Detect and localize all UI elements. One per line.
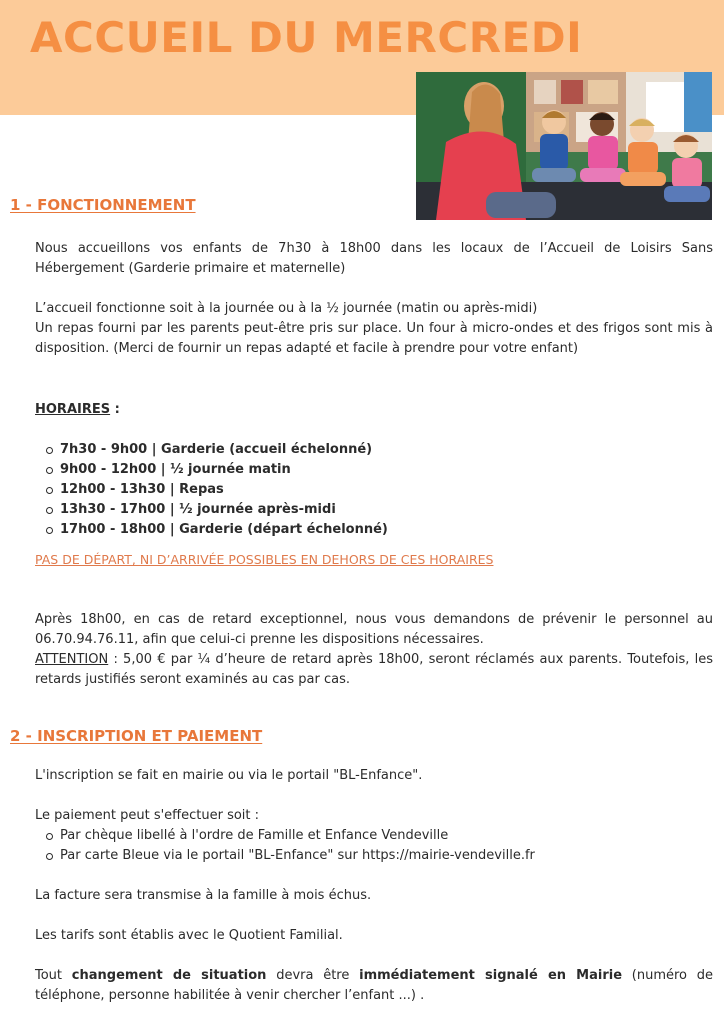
paiement-intro: Le paiement peut s'effectuer soit : bbox=[35, 808, 260, 823]
horaires-label: HORAIRES bbox=[35, 402, 111, 417]
changement-paragraph: Tout changement de situation devra être immédiatement signalé en Mairie (numéro de téléphone, personne habilitée à venir chercher l’enfant ...) . bbox=[35, 968, 714, 1003]
schedule-item: 9h00 - 12h00 | ½ journée matin bbox=[35, 460, 388, 480]
accueil-paragraph: L’accueil fonctionne soit à la journée ou à la ½ journée (matin ou après-midi) bbox=[35, 301, 538, 316]
payment-list bbox=[35, 826, 535, 866]
inscription-paragraph: L'inscription se fait en mairie ou via le portail "BL-Enfance". bbox=[35, 768, 423, 783]
schedule-item: 12h00 - 13h30 | Repas bbox=[35, 480, 388, 500]
repas-paragraph: Un repas fourni par les parents peut-être pris sur place. Un four à micro-ondes et des frigos sont mis à disposition. (Merci de fournir un repas adapté et facile à prendre pour votre enfant) bbox=[35, 321, 713, 356]
attention-paragraph bbox=[35, 650, 713, 690]
circle-bullet-icon bbox=[46, 833, 53, 840]
horaires-heading bbox=[35, 400, 120, 420]
schedule-item: 17h00 - 18h00 | Garderie (départ échelonné) bbox=[35, 520, 388, 540]
schedule-item: 7h30 - 9h00 | Garderie (accueil échelonné) bbox=[35, 440, 388, 460]
circle-bullet-icon bbox=[46, 487, 53, 494]
page-title: ACCUEIL DU MERCREDI bbox=[30, 13, 583, 62]
changement-bold: changement de situation bbox=[71, 968, 267, 983]
facture-paragraph: La facture sera transmise à la famille à mois échus. bbox=[35, 888, 372, 903]
attention-text: : 5,00 € par ¼ d’heure de retard après 18h00, seront réclamés aux parents. Toutefois, les retards justifiés seront examinés au cas par cas. bbox=[35, 652, 713, 687]
circle-bullet-icon bbox=[46, 507, 53, 514]
section-title-inscription: 2 - INSCRIPTION ET PAIEMENT bbox=[10, 727, 263, 745]
attention-label: ATTENTION bbox=[35, 652, 109, 667]
section-title-fonctionnement: 1 - FONCTIONNEMENT bbox=[10, 196, 196, 214]
horaires-colon: : bbox=[110, 402, 120, 417]
horaires-warning: PAS DE DÉPART, NI D’ARRIVÉE POSSIBLES EN DEHORS DE CES HORAIRES bbox=[35, 552, 494, 567]
payment-item: Par chèque libellé à l'ordre de Famille et Enfance Vendeville bbox=[35, 826, 535, 846]
circle-bullet-icon bbox=[46, 447, 53, 454]
mairie-bold: immédiatement signalé en Mairie bbox=[359, 968, 623, 983]
payment-item: Par carte Bleue via le portail "BL-Enfance" sur https://mairie-vendeville.fr bbox=[35, 846, 535, 866]
late-paragraph: Après 18h00, en cas de retard exceptionnel, nous vous demandons de prévenir le personnel au 06.70.94.76.11, afin que celui-ci prenne les dispositions nécessaires. bbox=[35, 612, 713, 647]
schedule-item: 13h30 - 17h00 | ½ journée après-midi bbox=[35, 500, 388, 520]
tarifs-paragraph: Les tarifs sont établis avec le Quotient Familial. bbox=[35, 928, 343, 943]
schedule-list bbox=[35, 440, 388, 540]
circle-bullet-icon bbox=[46, 527, 53, 534]
circle-bullet-icon bbox=[46, 467, 53, 474]
intro-paragraph: Nous accueillons vos enfants de 7h30 à 18h00 dans les locaux de l’Accueil de Loisirs Sans Hébergement (Garderie primaire et maternelle) bbox=[35, 241, 713, 276]
circle-bullet-icon bbox=[46, 853, 53, 860]
children-circle-photo bbox=[416, 72, 712, 220]
